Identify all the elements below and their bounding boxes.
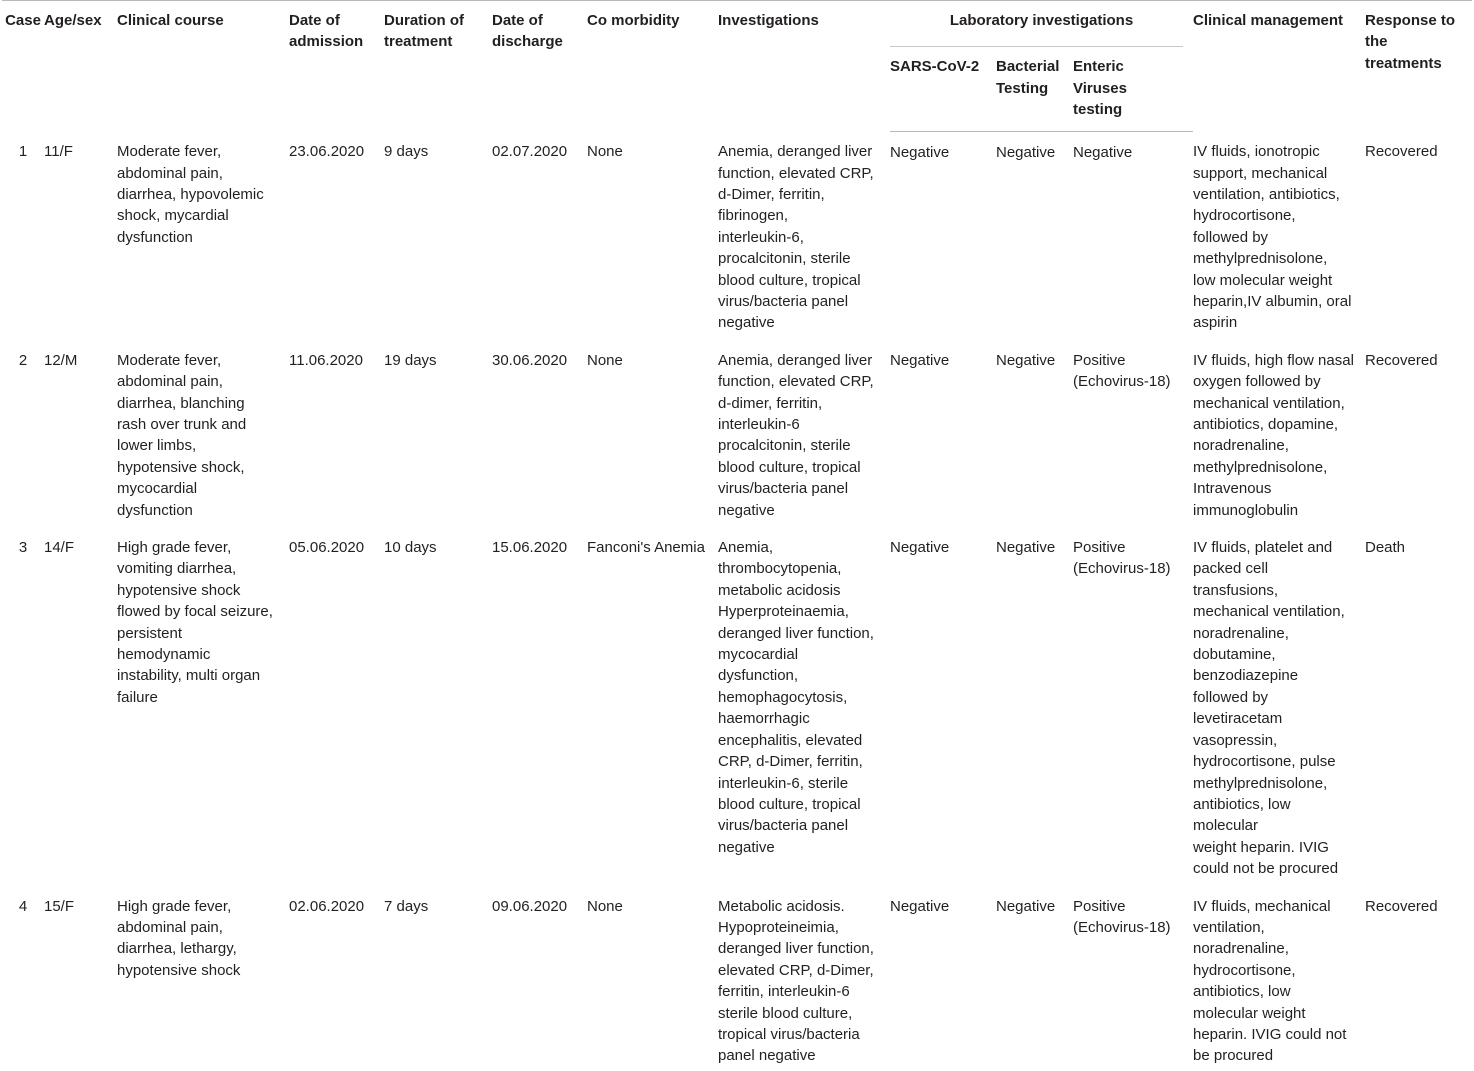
- cell-bacterial: Negative: [996, 897, 1056, 915]
- header-clinical-course: Clinical course: [117, 1, 289, 132]
- cell-investigations: Anemia, deranged liver function, elevated CRP, d-dimer, ferritin, interleukin-6 procalcitonin, sterile blood culture, tropical virus/bacteria panel negative: [718, 351, 874, 519]
- cell-comorbidity: None: [587, 143, 623, 161]
- cell-sars: Negative: [890, 539, 950, 557]
- cell-date-discharge: 09.06.2020: [492, 897, 568, 915]
- cell-date-admission: 02.06.2020: [289, 897, 365, 915]
- cell-sars: Negative: [890, 897, 950, 915]
- cell-investigations: Anemia, deranged liver function, elevated CRP, d-Dimer, ferritin, fibrinogen, interleukin-6, procalcitonin, sterile blood culture, tropical virus/bacteria panel negative: [718, 143, 874, 332]
- cell-duration: 9 days: [384, 143, 429, 161]
- cell-age-sex: 12/M: [44, 351, 78, 369]
- table-body: [2, 131, 1472, 1071]
- table-row: [2, 131, 1472, 338]
- header-sars: SARS-CoV-2: [890, 47, 996, 131]
- cell-comorbidity: None: [587, 897, 623, 915]
- cell-enteric: Positive (Echovirus-18): [1073, 539, 1171, 578]
- cell-management: IV fluids, mechanical ventilation, noradrenaline, hydrocortisone, antibiotics, low molecular weight heparin. IVIG could not be procured: [1193, 897, 1347, 1065]
- cell-response: Recovered: [1365, 351, 1438, 369]
- cell-date-admission: 05.06.2020: [289, 539, 365, 557]
- cell-bacterial: Negative: [996, 143, 1056, 161]
- cell-date-discharge: 15.06.2020: [492, 539, 568, 557]
- table-row: [2, 338, 1472, 525]
- header-investigations: Investigations: [718, 1, 890, 132]
- cell-response: Death: [1365, 539, 1406, 557]
- case-table: [2, 0, 1472, 1071]
- cell-comorbidity: Fanconi's Anemia: [587, 539, 705, 557]
- cell-age-sex: 11/F: [44, 143, 73, 161]
- cell-age-sex: 15/F: [44, 897, 75, 915]
- table-row: [2, 525, 1472, 884]
- cell-clinical-course: High grade fever, abdominal pain, diarrhea, lethargy, hypotensive shock: [117, 897, 241, 979]
- cell-bacterial: Negative: [996, 539, 1056, 557]
- header-duration: Duration of treatment: [384, 1, 492, 132]
- header-date-discharge: Date of discharge: [492, 1, 587, 132]
- cell-enteric: Positive (Echovirus-18): [1073, 351, 1171, 391]
- cell-response: Recovered: [1365, 143, 1438, 161]
- cell-investigations: Anemia, thrombocytopenia, metabolic acidosis Hyperproteinaemia, deranged liver function, mycocardial dysfunction, hemophagocytosis, haemorrhagic encephalitis, elevated CRP, d-Dimer, ferritin, interleukin-6, sterile blood culture, tropical virus/bacteria panel negative: [718, 539, 874, 856]
- cell-duration: 19 days: [384, 351, 437, 369]
- cell-case: 2: [18, 351, 28, 369]
- header-date-admission: Date of admission: [289, 1, 384, 132]
- cell-sars: Negative: [890, 143, 950, 161]
- cell-date-discharge: 02.07.2020: [492, 143, 568, 161]
- cell-case: 1: [18, 143, 28, 161]
- cell-sars: Negative: [890, 351, 950, 369]
- cell-duration: 7 days: [384, 897, 429, 915]
- cell-management: IV fluids, platelet and packed cell transfusions, mechanical ventilation, noradrenaline, dobutamine, benzodiazepine followed by levetiracetam vasopressin, hydrocortisone, pulse methylprednisolone, antibiotics, low molecular weight heparin. IVIG could not be procured: [1193, 539, 1345, 878]
- cell-response: Recovered: [1365, 897, 1438, 915]
- lab-group-rule: [890, 46, 1183, 47]
- header-case: Case: [2, 1, 44, 132]
- table-row: [2, 884, 1472, 1071]
- cell-date-admission: 23.06.2020: [289, 143, 365, 161]
- header-age-sex: Age/sex: [44, 1, 117, 132]
- header-bacterial: Bacterial Testing: [996, 47, 1073, 131]
- cell-investigations: Metabolic acidosis. Hypoproteineimia, deranged liver function, elevated CRP, d-Dimer, ferritin, interleukin-6 sterile blood culture, tropical virus/bacteria panel negative: [718, 897, 874, 1065]
- header-row-1: [2, 1, 1472, 48]
- cell-management: IV fluids, ionotropic support, mechanical ventilation, antibiotics, hydrocortisone, followed by methylprednisolone, low molecular weight heparin,IV albumin, oral aspirin: [1193, 143, 1352, 332]
- cell-duration: 10 days: [384, 539, 437, 557]
- cell-clinical-course: Moderate fever, abdominal pain, diarrhea, hypovolemic shock, mycardial dysfunction: [117, 143, 264, 246]
- cell-case: 3: [18, 539, 28, 557]
- header-management: Clinical management: [1193, 1, 1365, 132]
- header-comorbidity: Co morbidity: [587, 1, 718, 132]
- cell-comorbidity: None: [587, 351, 623, 369]
- cell-management: IV fluids, high flow nasal oxygen followed by mechanical ventilation, antibiotics, dopamine, noradrenaline, methylprednisolone, Intravenous immunoglobulin: [1193, 351, 1354, 519]
- cell-clinical-course: Moderate fever, abdominal pain, diarrhea, blanching rash over trunk and lower limbs, hypotensive shock, mycocardial dysfunction: [117, 351, 247, 519]
- cell-age-sex: 14/F: [44, 539, 75, 557]
- cell-enteric: Negative: [1073, 143, 1133, 161]
- header-response: Response to the treatments: [1365, 1, 1472, 132]
- cell-case: 4: [18, 897, 28, 915]
- header-lab-group: Laboratory investigations: [890, 1, 1193, 48]
- cell-clinical-course: High grade fever, vomiting diarrhea, hypotensive shock flowed by focal seizure, persistent hemodynamic instability, multi organ failure: [117, 539, 273, 706]
- table-header: [2, 1, 1472, 132]
- cell-date-admission: 11.06.2020: [289, 351, 363, 369]
- cell-date-discharge: 30.06.2020: [492, 351, 568, 369]
- header-enteric: Enteric Viruses testing: [1073, 47, 1193, 131]
- cell-enteric: Positive (Echovirus-18): [1073, 897, 1171, 936]
- cell-bacterial: Negative: [996, 351, 1056, 369]
